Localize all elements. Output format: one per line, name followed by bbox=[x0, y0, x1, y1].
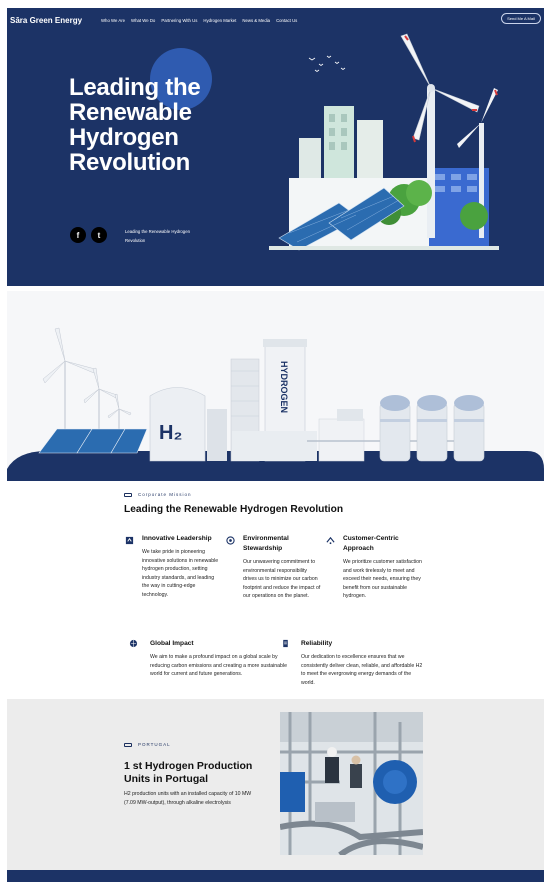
environment-icon bbox=[226, 536, 235, 545]
nav-item-who-we-are[interactable]: Who We Are bbox=[101, 18, 126, 23]
hero-subtitle: Leading the Renewable Hydrogen Revolution bbox=[125, 229, 190, 243]
eyebrow-tag-icon bbox=[124, 743, 132, 747]
mission-title: Leading the Renewable Hydrogen Revolution bbox=[124, 504, 344, 515]
page-frame bbox=[7, 8, 544, 882]
leadership-icon bbox=[125, 536, 134, 545]
corporate-mission-section bbox=[7, 481, 544, 699]
mission-eyebrow bbox=[124, 492, 192, 497]
site-logo[interactable]: Sāra Green Energy bbox=[10, 16, 83, 25]
portugal-section bbox=[7, 699, 544, 870]
feature-text-environment: Our unwavering commitment to environmental responsibility drives us to minimize our carbon footprint and reduce the impact of our operations on the planet. bbox=[243, 559, 321, 600]
h2-label: H₂ bbox=[159, 422, 183, 444]
nav-item-partnering[interactable]: Partnering With Us bbox=[161, 18, 198, 23]
reliability-icon bbox=[281, 639, 290, 648]
eyebrow-tag-icon bbox=[124, 493, 132, 497]
hero-section bbox=[7, 8, 544, 286]
main-nav bbox=[101, 18, 297, 23]
feature-title-global-impact: Global Impact bbox=[150, 640, 194, 647]
feature-title-customer: Customer-Centric Approach bbox=[343, 535, 399, 552]
nav-item-what-we-do[interactable]: What We Do bbox=[131, 18, 156, 23]
feature-title-reliability: Reliability bbox=[301, 640, 333, 647]
portugal-eyebrow bbox=[124, 742, 171, 747]
electrolysis-plant-photo bbox=[280, 712, 423, 855]
feature-text-leadership: We take pride in pioneering innovative solutions in renewable hydrogen production, setting industry standards, and leading the way in cutting-edge technology. bbox=[142, 549, 219, 598]
renewable-energy-illustration bbox=[269, 28, 499, 253]
feature-text-reliability: Our dedication to excellence ensures that we consistently deliver clean, reliable, and affordable H2 to meet the evergrowing energy demands of the world. bbox=[301, 654, 423, 686]
mission-eyebrow-label: Corporate Mission bbox=[138, 492, 192, 497]
feature-title-leadership: Innovative Leadership bbox=[142, 535, 212, 542]
send-mail-button[interactable]: Send Me A Mail bbox=[501, 13, 541, 24]
facebook-icon[interactable]: f bbox=[70, 227, 86, 243]
nav-item-hydrogen-market[interactable]: Hydrogen Market bbox=[203, 18, 237, 23]
portugal-description: H2 production units with an installed capacity of 10 MW (7.09 MW-output), through alkaline electrolysis bbox=[124, 791, 252, 806]
twitter-icon[interactable]: t bbox=[91, 227, 107, 243]
nav-item-contact[interactable]: Contact Us bbox=[276, 18, 298, 23]
feature-text-customer: We prioritize customer satisfaction and work tirelessly to meet and exceed their needs, ensuring they benefit from our sustainable hydrogen. bbox=[343, 559, 422, 600]
feature-text-global-impact: We aim to make a profound impact on a global scale by reducing carbon emissions and creating a more sustainable world for current and future generations. bbox=[150, 654, 287, 678]
hydrogen-plant-illustration bbox=[7, 291, 544, 481]
feature-title-environment: Environmental Stewardship bbox=[243, 535, 289, 552]
hydrogen-tower-label: HYDROGEN bbox=[279, 361, 289, 414]
nav-item-news-media[interactable]: News & Media bbox=[242, 18, 271, 23]
portugal-title: 1 st Hydrogen Production Units in Portugal bbox=[124, 760, 253, 785]
customer-icon bbox=[326, 536, 335, 545]
globe-icon bbox=[129, 639, 138, 648]
hero-title: Leading the Renewable Hydrogen Revolution bbox=[69, 74, 201, 176]
portugal-eyebrow-label: PORTUGAL bbox=[138, 742, 171, 747]
footer-bar bbox=[7, 870, 544, 882]
